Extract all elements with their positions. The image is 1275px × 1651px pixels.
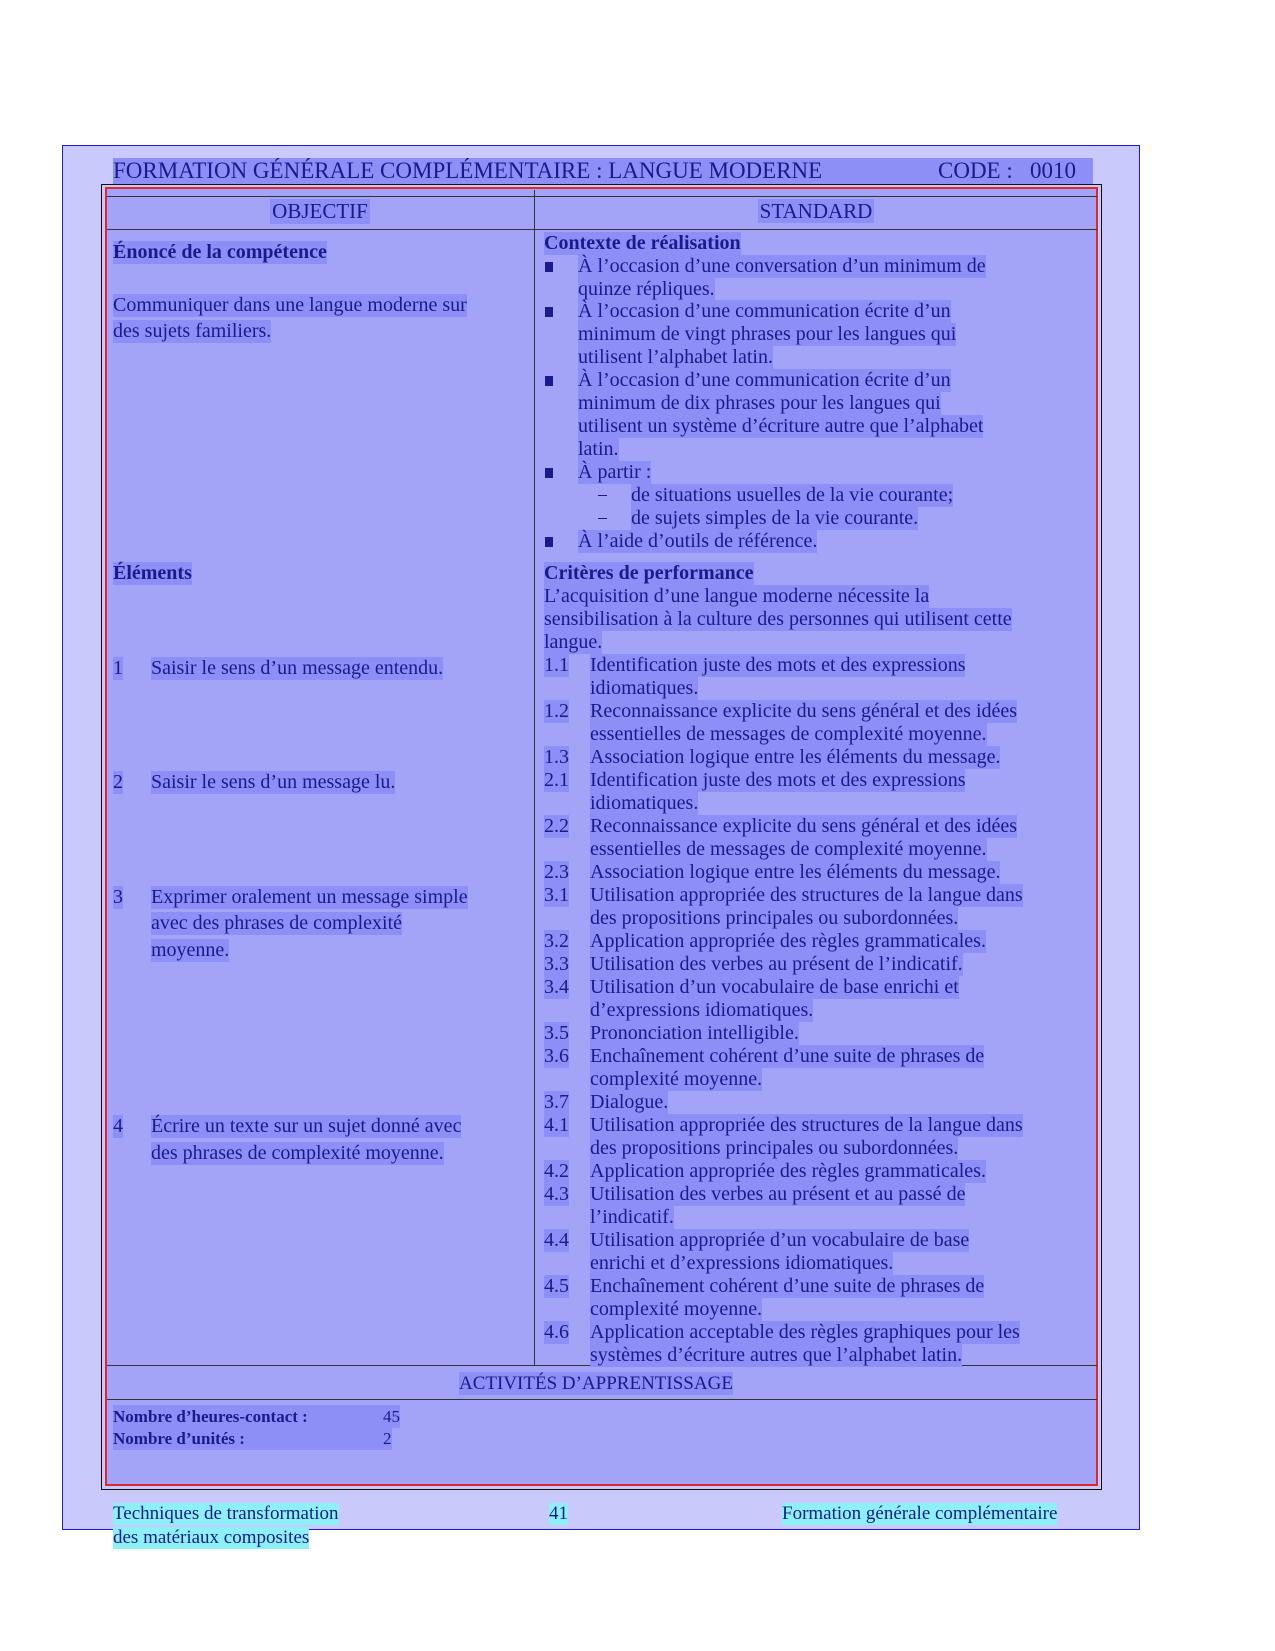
unites-value: 2 (383, 1429, 392, 1448)
contexte-line: À l’occasion d’une communication écrite d’un (578, 369, 951, 391)
critere-number: 3.2 (544, 930, 569, 952)
critere-number: 3.6 (544, 1045, 569, 1067)
element-line: Saisir le sens d’un message lu. (151, 771, 396, 793)
code-label: CODE : (938, 158, 1013, 183)
critere-line: l’indicatif. (590, 1206, 674, 1228)
critere-number: 1.1 (544, 654, 569, 676)
critere-line: complexité moyenne. (590, 1298, 763, 1320)
contexte-line: utilisent l’alphabet latin. (578, 346, 773, 368)
criteres-intro-line: L’acquisition d’une langue moderne nécessite la (544, 585, 930, 607)
critere-number: 4.3 (544, 1183, 569, 1205)
critere-line: Utilisation appropriée d’un vocabulaire de base (590, 1229, 970, 1251)
critere-line: d’expressions idiomatiques. (590, 999, 814, 1021)
bullet-icon (545, 307, 553, 317)
footer-page-number: 41 (549, 1503, 568, 1524)
critere-line: Application appropriée des règles grammaticales. (590, 930, 986, 952)
critere-line: Application acceptable des règles graphiques pour les (590, 1321, 1020, 1343)
enonce-line: des sujets familiers. (113, 320, 272, 342)
critere-line: des propositions principales ou subordonnées. (590, 907, 959, 929)
critere-number: 2.3 (544, 861, 569, 883)
critere-line: Enchaînement cohérent d’une suite de phrases de (590, 1045, 985, 1067)
row-divider (107, 1399, 1097, 1400)
critere-line: Utilisation appropriée des structures de la langue dans (590, 1114, 1023, 1136)
critere-line: Utilisation des verbes au présent de l’indicatif. (590, 953, 963, 975)
enonce-title: Énoncé de la compétence (113, 241, 327, 263)
dash-icon (598, 518, 607, 519)
critere-number: 4.2 (544, 1160, 569, 1182)
unites-label: Nombre d’unités : (113, 1427, 383, 1450)
contexte-line: À l’occasion d’une conversation d’un minimum de (578, 255, 986, 277)
critere-line: Utilisation appropriée des structures de la langue dans (590, 884, 1023, 906)
contexte-title: Contexte de réalisation (544, 232, 741, 254)
critere-number: 2.2 (544, 815, 569, 837)
critere-line: Reconnaissance explicite du sens général et des idées (590, 815, 1018, 837)
heures-label: Nombre d’heures-contact : (113, 1405, 383, 1428)
activites-title: ACTIVITÉS D’APPRENTISSAGE (459, 1373, 733, 1394)
footer-left-line2: des matériaux composites (113, 1527, 310, 1548)
element-number: 1 (113, 657, 123, 679)
element-line: Écrire un texte sur un sujet donné avec (151, 1115, 462, 1137)
row-divider (107, 229, 1097, 230)
critere-line: Identification juste des mots et des expressions (590, 654, 966, 676)
contexte-subline: de sujets simples de la vie courante. (631, 507, 919, 529)
contexte-line: À l’aide d’outils de référence. (578, 530, 818, 552)
bullet-icon (545, 262, 553, 272)
contexte-subline: de situations usuelles de la vie courante; (631, 484, 954, 506)
col-header-standard-cell (536, 199, 1096, 224)
element-line: des phrases de complexité moyenne. (151, 1142, 444, 1164)
critere-line: idiomatiques. (590, 792, 699, 814)
footer-left-line1: Techniques de transformation (113, 1503, 339, 1524)
element-line: Saisir le sens d’un message entendu. (151, 657, 444, 679)
critere-number: 3.5 (544, 1022, 569, 1044)
element-number: 2 (113, 771, 123, 793)
criteres-intro-line: sensibilisation à la culture des personnes qui utilisent cette (544, 608, 1012, 630)
contexte-line: minimum de dix phrases pour les langues qui (578, 392, 941, 414)
critere-line: Application appropriée des règles grammaticales. (590, 1160, 986, 1182)
critere-line: Utilisation des verbes au présent et au passé de (590, 1183, 966, 1205)
element-line: moyenne. (151, 939, 230, 961)
critere-line: Association logique entre les éléments du message. (590, 861, 1001, 883)
critere-number: 4.6 (544, 1321, 569, 1343)
contexte-line: À partir : (578, 461, 652, 483)
header-code (938, 158, 1076, 184)
footer-right: Formation générale complémentaire (782, 1503, 1058, 1524)
header-title: FORMATION GÉNÉRALE COMPLÉMENTAIRE : LANGUE MODERNE (113, 158, 823, 183)
critere-line: enrichi et d’expressions idiomatiques. (590, 1252, 894, 1274)
contexte-line: À l’occasion d’une communication écrite d’un (578, 300, 951, 322)
col-header-standard: STANDARD (759, 199, 873, 223)
critere-line: complexité moyenne. (590, 1068, 763, 1090)
critere-line: des propositions principales ou subordonnées. (590, 1137, 959, 1159)
element-line: avec des phrases de complexité (151, 912, 403, 934)
element-number: 3 (113, 886, 123, 908)
critere-line: essentielles de messages de complexité moyenne. (590, 723, 987, 745)
heures-value: 45 (383, 1407, 400, 1426)
element-line: Exprimer oralement un message simple (151, 886, 468, 908)
critere-line: systèmes d’écriture autres que l’alphabet latin. (590, 1344, 963, 1366)
critere-line: Dialogue. (590, 1091, 669, 1113)
bullet-icon (545, 537, 553, 547)
critere-line: essentielles de messages de complexité moyenne. (590, 838, 987, 860)
contexte-line: quinze répliques. (578, 278, 715, 300)
code-value: 0010 (1030, 158, 1076, 183)
critere-number: 3.4 (544, 976, 569, 998)
critere-line: Association logique entre les éléments du message. (590, 746, 1001, 768)
contexte-line: utilisent un système d’écriture autre que l’alphabet (578, 415, 984, 437)
contexte-line: minimum de vingt phrases pour les langues qui (578, 323, 957, 345)
elements-title: Éléments (113, 562, 192, 584)
critere-number: 3.7 (544, 1091, 569, 1113)
critere-number: 1.2 (544, 700, 569, 722)
critere-number: 4.5 (544, 1275, 569, 1297)
element-number: 4 (113, 1115, 123, 1137)
critere-line: Enchaînement cohérent d’une suite de phrases de (590, 1275, 985, 1297)
critere-number: 3.3 (544, 953, 569, 975)
bullet-icon (545, 376, 553, 386)
bullet-icon (545, 468, 553, 478)
enonce-line: Communiquer dans une langue moderne sur (113, 294, 467, 316)
col-header-objectif: OBJECTIF (270, 199, 370, 224)
critere-line: Identification juste des mots et des expressions (590, 769, 966, 791)
critere-line: Prononciation intelligible. (590, 1022, 799, 1044)
critere-number: 4.4 (544, 1229, 569, 1251)
criteres-title: Critères de performance (544, 562, 754, 584)
criteres-intro-line: langue. (544, 631, 603, 653)
critere-number: 2.1 (544, 769, 569, 791)
critere-line: idiomatiques. (590, 677, 699, 699)
column-divider (534, 190, 535, 1366)
critere-number: 1.3 (544, 746, 569, 768)
document-header (113, 158, 1093, 184)
contexte-line: latin. (578, 438, 619, 460)
dash-icon (598, 495, 607, 496)
critere-number: 3.1 (544, 884, 569, 906)
critere-line: Utilisation d’un vocabulaire de base enrichi et (590, 976, 959, 998)
critere-number: 4.1 (544, 1114, 569, 1136)
row-divider (107, 196, 1097, 197)
critere-line: Reconnaissance explicite du sens général et des idées (590, 700, 1018, 722)
